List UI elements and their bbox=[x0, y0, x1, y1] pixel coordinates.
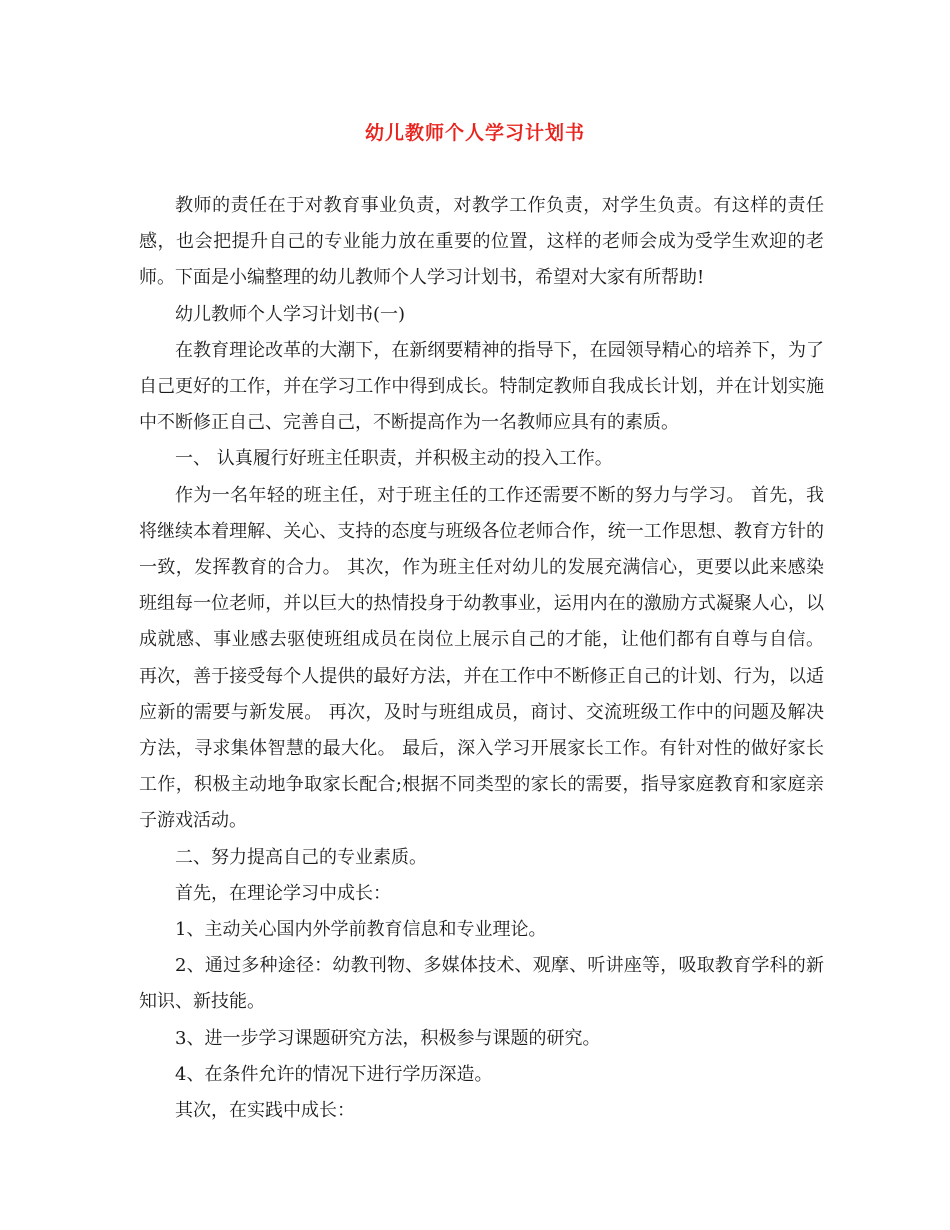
section-heading-2: 二、努力提高自己的专业素质。 bbox=[175, 846, 427, 868]
document-title: 幼儿教师个人学习计划书 bbox=[364, 122, 585, 144]
list-item-2: 2、通过多种途径：幼教刊物、多媒体技术、观摩、听讲座等，吸取教育学科的新知识、新技能。 bbox=[139, 955, 824, 1013]
list-item-3: 3、进一步学习课题研究方法，积极参与课题的研究。 bbox=[175, 1027, 601, 1049]
paragraph-section-1: 作为一名年轻的班主任，对于班主任的工作还需要不断的努力与学习。 首先，我将继续本着理解、关心、支持的态度与班级各位老师合作，统一工作思想、教育方针的一致，发挥教育的合力。 其次，作为班主任对幼儿的发展充满信心，更要以此来感染班组每一位老师，并以巨大的热情投身于幼教事业，运用内在的激励方式凝聚人心，以成就感、事业感去驱使班组成员在岗位上展示自己的才能，让他们都有自尊与自信。 再次，善于接受每个人提供的最好方法，并在工作中不断修正自己的计划、行为，以适应新的需要与新发展。 再次，及时与班组成员，商讨、交流班级工作中的问题及解决方法，寻求集体智慧的最大化。 最后，深入学习开展家长工作。有针对性的做好家长工作，积极主动地争取家长配合;根据不同类型的家长的需要，指导家庭教育和家庭亲子游戏活动。 bbox=[139, 484, 824, 832]
paragraph-subtitle: 幼儿教师个人学习计划书(一) bbox=[175, 303, 406, 325]
paragraph-background: 在教育理论改革的大潮下，在新纲要精神的指导下，在园领导精心的培养下，为了自己更好的工作，并在学习工作中得到成长。特制定教师自我成长计划，并在计划实施中不断修正自己、完善自己，不断提高作为一名教师应具有的素质。 bbox=[139, 339, 824, 434]
paragraph-practice-heading: 其次，在实践中成长： bbox=[175, 1100, 355, 1122]
list-item-4: 4、在条件允许的情况下进行学历深造。 bbox=[175, 1063, 493, 1085]
section-heading-1: 一、 认真履行好班主任职责，并积极主动的投入工作。 bbox=[175, 448, 613, 470]
paragraph-theory-heading: 首先，在理论学习中成长： bbox=[175, 882, 391, 904]
document-body bbox=[139, 188, 824, 1129]
list-item-1: 1、主动关心国内外学前教育信息和专业理论。 bbox=[175, 919, 547, 941]
paragraph-intro: 教师的责任在于对教育事业负责，对教学工作负责，对学生负责。有这样的责任感，也会把提升自己的专业能力放在重要的位置，这样的老师会成为受学生欢迎的老师。下面是小编整理的幼儿教师个人学习计划书，希望对大家有所帮助! bbox=[139, 195, 824, 289]
